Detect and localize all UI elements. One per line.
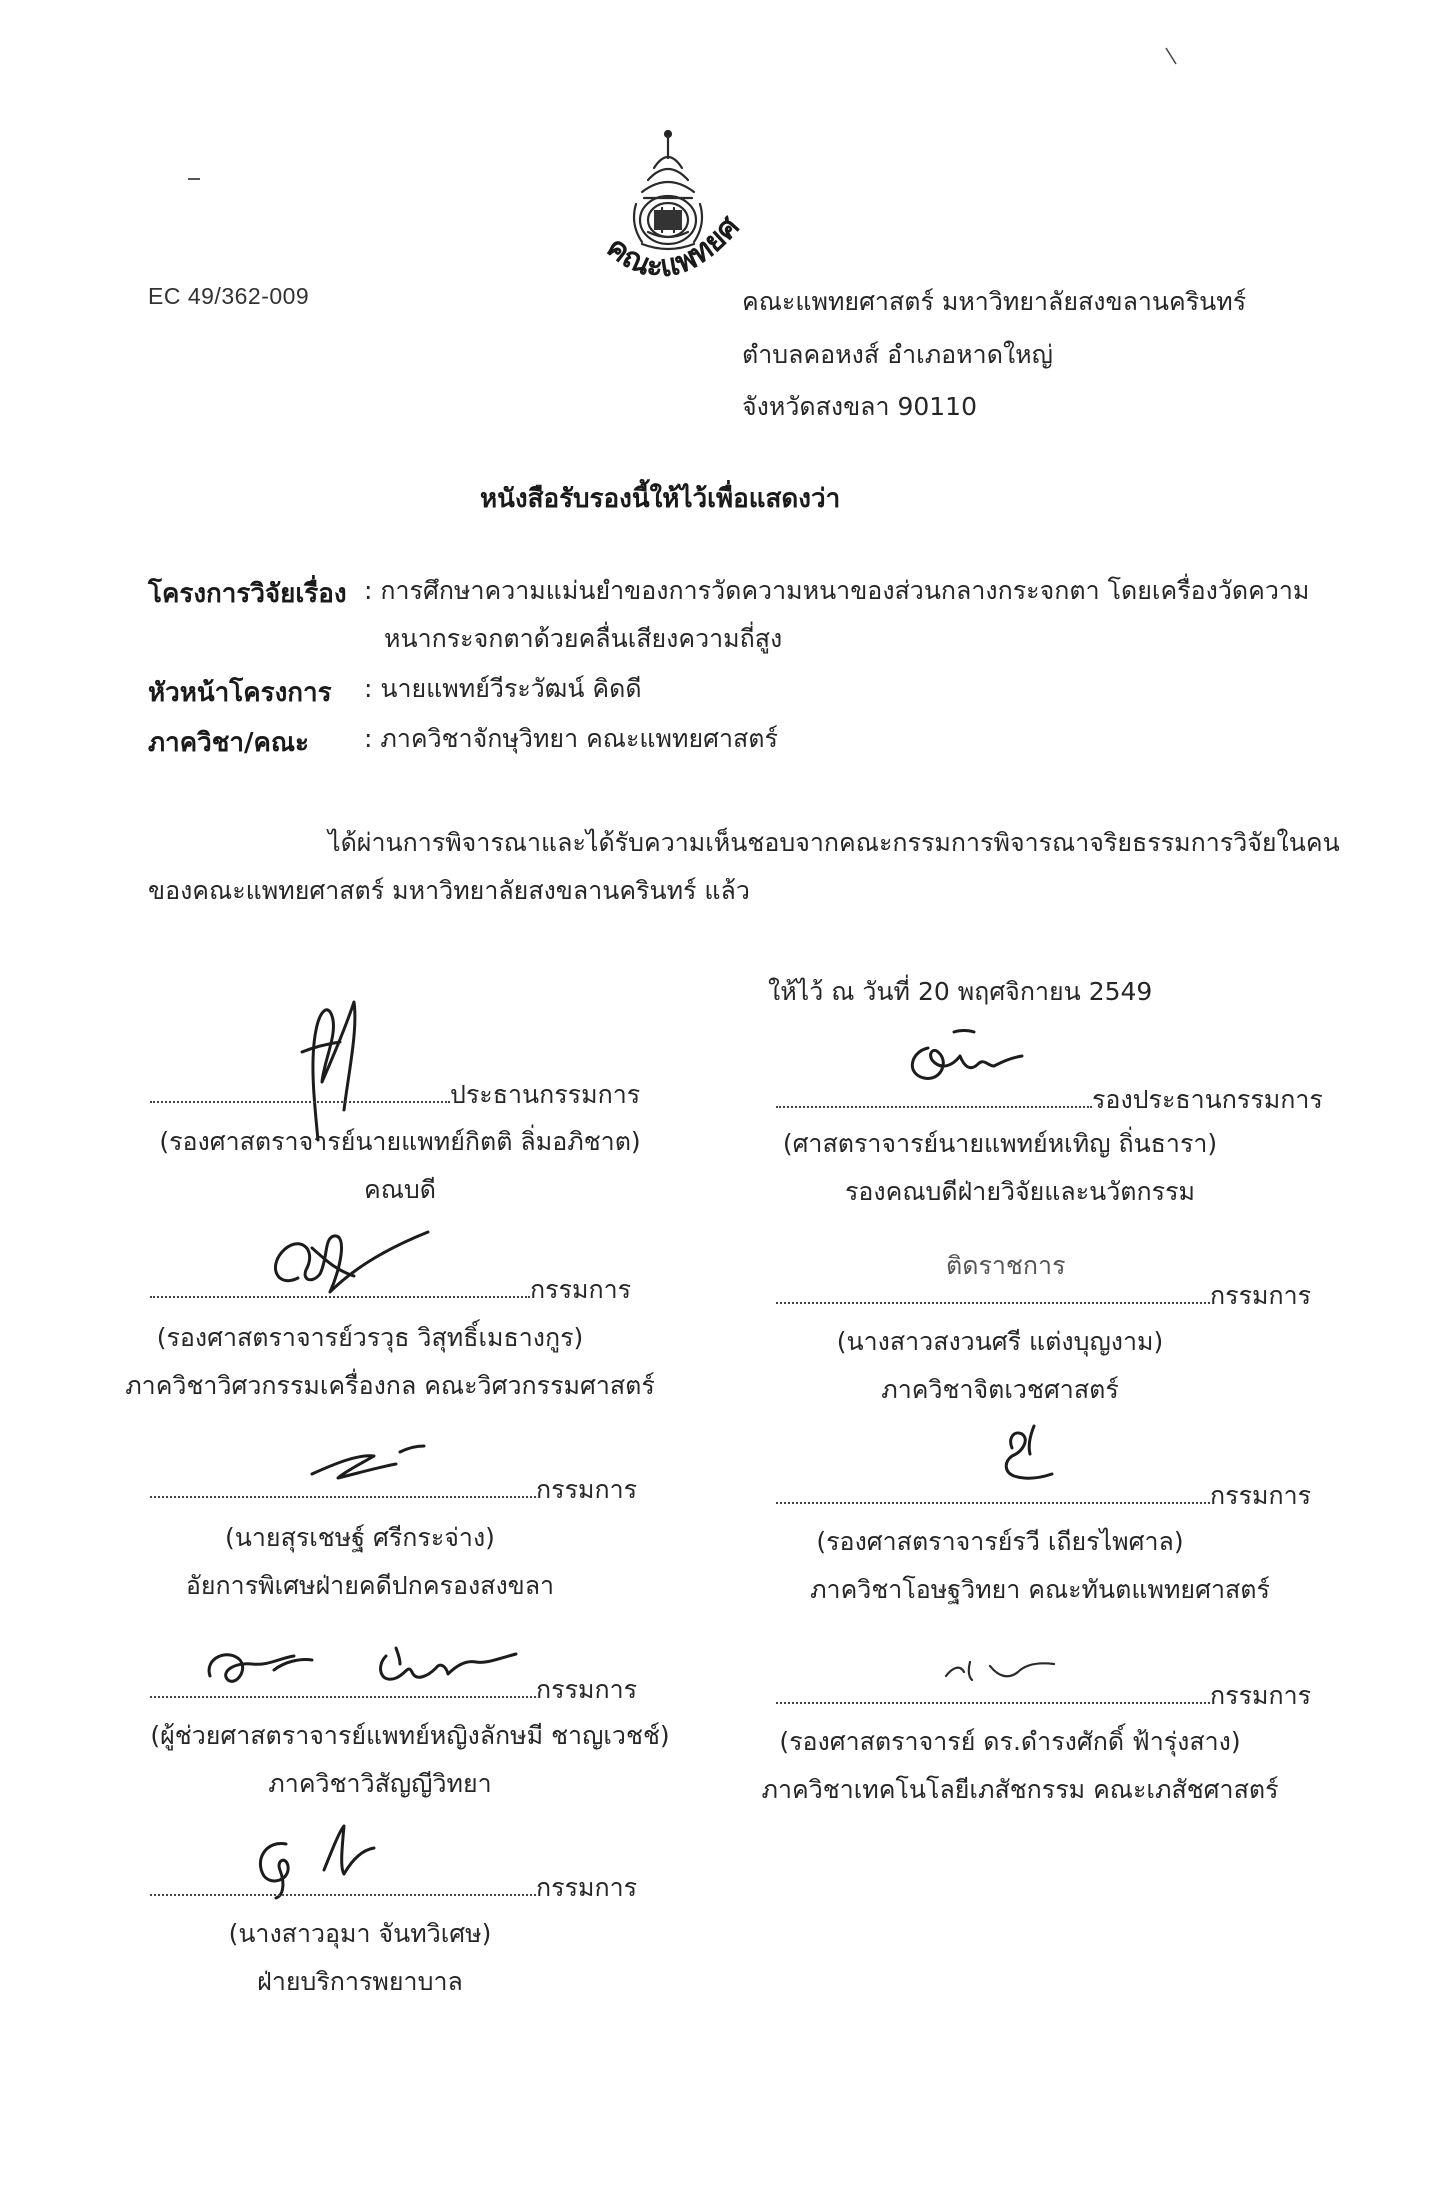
name-vice-chairman: (ศาสตราจารย์นายแพทย์หเทิญ ถิ่นธารา) (782, 1129, 1218, 1158)
signature-line-committee-left-4 (150, 1870, 536, 1896)
position-vice-chairman: รองคณบดีฝ่ายวิจัยและนวัตกรรม (844, 1177, 1196, 1206)
signature-line-committee-left-1 (150, 1272, 530, 1298)
signature-line-chairman (150, 1077, 450, 1103)
address-line-3: จังหวัดสงขลา 90110 (742, 392, 977, 421)
name-committee-right-2: (รองศาสตราจารย์รวี เถียรไพศาล) (816, 1527, 1184, 1556)
name-committee-left-1: (รองศาสตราจารย์วรวุธ วิสุทธิ์เมธางกูร) (156, 1323, 584, 1352)
role-committee-right-3: กรรมการ (1210, 1681, 1312, 1710)
signature-line-committee-right-2 (776, 1478, 1210, 1504)
scan-mark (1164, 46, 1178, 70)
name-committee-left-3: (ผู้ช่วยศาสตราจารย์แพทย์หญิงลักษมี ชาญเวชช์) (150, 1721, 670, 1750)
position-committee-left-3: ภาควิชาวิสัญญีวิทยา (268, 1769, 492, 1798)
scan-mark-dash (188, 178, 200, 180)
position-committee-right-3: ภาควิชาเทคโนโลยีเภสัชกรรม คณะเภสัชศาสตร์ (761, 1775, 1279, 1804)
position-committee-left-4: ฝ่ายบริการพยาบาล (257, 1967, 463, 1996)
name-committee-left-2: (นายสุรเชษฐ์ ศรีกระจ่าง) (225, 1523, 495, 1552)
name-committee-left-4: (นางสาวอุมา จันทวิเศษ) (228, 1919, 492, 1948)
body-line-1: ได้ผ่านการพิจารณาและได้รับความเห็นชอบจากคณะกรรมการพิจารณาจริยธรรมการวิจัยในคน (328, 828, 1340, 857)
role-vice-chairman: รองประธานกรรมการ (1092, 1085, 1323, 1114)
faculty-seal (582, 128, 754, 302)
position-committee-right-1: ภาควิชาจิตเวชศาสตร์ (881, 1375, 1119, 1404)
body-line-2: ของคณะแพทยศาสตร์ มหาวิทยาลัยสงขลานครินทร์ แล้ว (148, 876, 750, 905)
signature-line-committee-left-2 (150, 1472, 536, 1498)
role-committee-right-2: กรรมการ (1210, 1481, 1312, 1510)
position-committee-left-2: อัยการพิเศษฝ่ายคดีปกครองสงขลา (185, 1571, 555, 1600)
note-on-duty: ติดราชการ (946, 1251, 1066, 1280)
position-chairman: คณบดี (363, 1175, 437, 1204)
project-value-line2: หนากระจกตาด้วยคลื่นเสียงความถี่สูง (384, 624, 783, 653)
dept-label: ภาควิชา/คณะ (148, 728, 309, 758)
address-line-1: คณะแพทยศาสตร์ มหาวิทยาลัยสงขลานครินทร์ (742, 287, 1247, 316)
role-chairman: ประธานกรรมการ (450, 1080, 641, 1109)
role-committee-left-3: กรรมการ (536, 1675, 638, 1704)
head-label: หัวหน้าโครงการ (148, 678, 332, 708)
seal-text: คณะแพทยศ (599, 209, 747, 285)
name-committee-right-3: (รองศาสตราจารย์ ดร.ดำรงศักดิ์ ฟ้ารุ่งสาง) (779, 1727, 1241, 1756)
position-committee-left-1: ภาควิชาวิศวกรรมเครื่องกล คณะวิศวกรรมศาสตร์ (125, 1371, 655, 1400)
signature-line-committee-right-1 (776, 1278, 1210, 1304)
name-chairman: (รองศาสตราจารย์นายแพทย์กิตติ ลิ่มอภิชาต) (159, 1127, 641, 1156)
issue-date: ให้ไว้ ณ วันที่ 20 พฤศจิกายน 2549 (768, 977, 1153, 1006)
signature-line-committee-left-3 (150, 1672, 536, 1698)
project-value-line1: : การศึกษาความแม่นยำของการวัดความหนาของส่วนกลางกระจกตา โดยเครื่องวัดความ (364, 576, 1310, 605)
role-committee-left-4: กรรมการ (536, 1873, 638, 1902)
signature-line-vice-chairman (776, 1082, 1092, 1108)
project-label: โครงการวิจัยเรื่อง (148, 579, 347, 609)
reference-number: EC 49/362-009 (148, 283, 310, 309)
address-line-2: ตำบลคอหงส์ อำเภอหาดใหญ่ (742, 340, 1053, 369)
dept-value: : ภาควิชาจักษุวิทยา คณะแพทยศาสตร์ (364, 724, 778, 753)
document-title: หนังสือรับรองนี้ให้ไว้เพื่อแสดงว่า (480, 484, 841, 514)
head-value: : นายแพทย์วีระวัฒน์ คิดดี (364, 674, 642, 703)
position-committee-right-2: ภาควิชาโอษฐวิทยา คณะทันตแพทยศาสตร์ (810, 1575, 1270, 1604)
role-committee-left-1: กรรมการ (530, 1275, 632, 1304)
role-committee-right-1: กรรมการ (1210, 1281, 1312, 1310)
role-committee-left-2: กรรมการ (536, 1475, 638, 1504)
signature-line-committee-right-3 (776, 1678, 1210, 1704)
name-committee-right-1: (นางสาวสงวนศรี แต่งบุญงาม) (836, 1327, 1164, 1356)
